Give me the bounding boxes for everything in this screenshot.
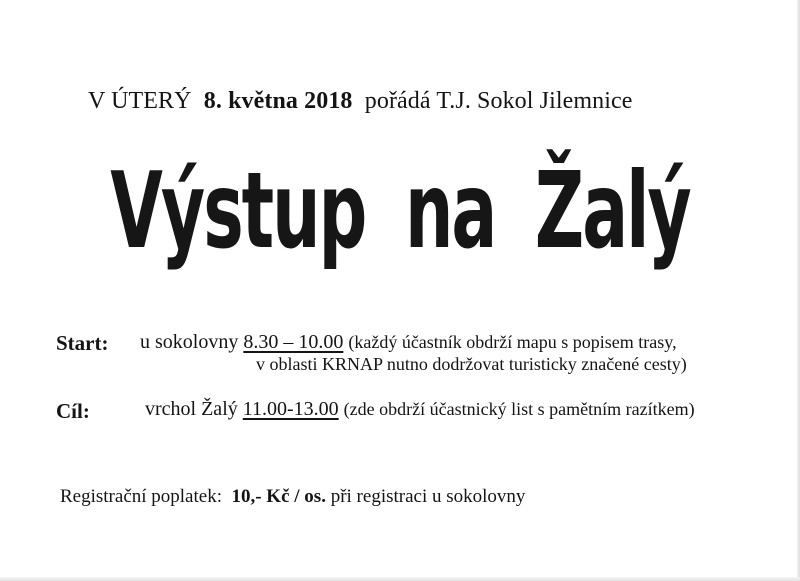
finish-place: vrchol Žalý [145, 398, 238, 420]
start-time: 8.30 – 10.00 [243, 331, 344, 353]
registration-label: Registrační poplatek: [60, 486, 222, 507]
start-line [140, 331, 677, 354]
registration-line [60, 486, 525, 508]
start-note-line1: (každý účastník obdrží mapu s popisem trasy, [348, 332, 677, 352]
finish-label: Cíl: [56, 399, 90, 423]
finish-line [145, 398, 695, 421]
intro-day: V ÚTERÝ [88, 88, 192, 114]
event-title: Výstup na Žalý [110, 150, 690, 274]
start-label: Start: [56, 331, 109, 355]
finish-time: 11.00-13.00 [242, 398, 339, 420]
registration-fee: 10,- Kč / os. [231, 486, 326, 507]
intro-organizer: pořádá T.J. Sokol Jilemnice [364, 88, 633, 114]
intro-date: 8. května 2018 [203, 88, 353, 114]
start-place: u sokolovny [140, 331, 239, 353]
finish-note: (zde obdrží účastnický list s pamětním razítkem) [343, 399, 695, 419]
registration-note: při registraci u sokolovny [330, 486, 526, 507]
scan-edge-bottom [0, 577, 800, 581]
start-note-line2: v oblasti KRNAP nutno dodržovat turisticky značené cesty) [256, 354, 687, 374]
intro-line [88, 88, 768, 115]
